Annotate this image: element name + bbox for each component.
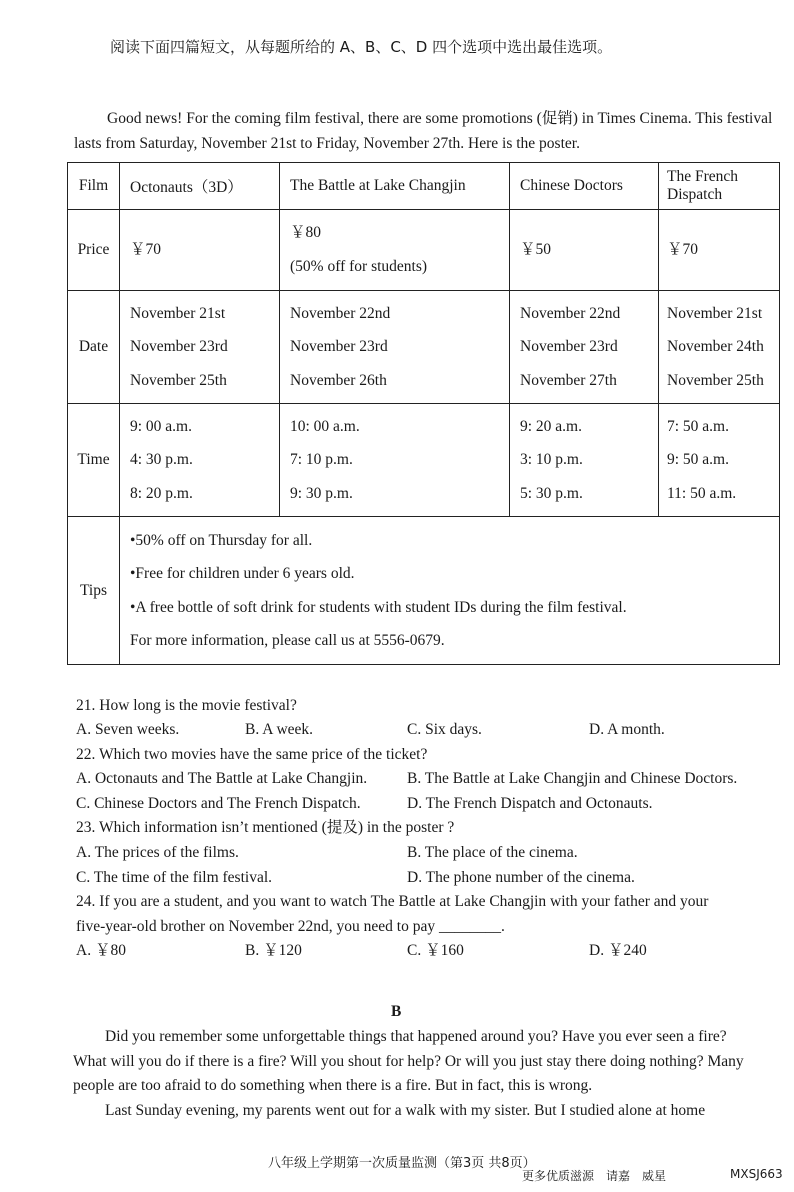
question-22-option-a: A. Octonauts and The Battle at Lake Changjin. xyxy=(76,770,368,787)
time-cell: 7: 50 a.m. 9: 50 a.m. 11: 50 a.m. xyxy=(659,404,780,517)
question-23-option-d: D. The phone number of the cinema. xyxy=(407,869,635,886)
film-festival-poster-table xyxy=(67,162,780,665)
time-label: Time xyxy=(68,404,120,517)
passage-a-intro: Good news! For the coming film festival, there are some promotions (促销) in Times Cinema. This festival lasts from Saturday, November 21st to Friday, November 27th. Here is the poster. xyxy=(74,110,773,152)
tip-item: •50% off on Thursday for all. xyxy=(130,531,313,549)
time-cell: 9: 20 a.m. 3: 10 p.m. 5: 30 p.m. xyxy=(510,404,659,517)
date-cell: November 21st November 24th November 25th xyxy=(659,291,780,404)
tips-cell xyxy=(120,517,780,665)
question-24-option-a: A. ￥80 xyxy=(76,942,126,959)
time-row xyxy=(68,404,780,517)
question-22-stem: 22. Which two movies have the same price of the ticket? xyxy=(76,746,428,763)
question-23-option-c: C. The time of the film festival. xyxy=(76,869,273,886)
film-battle-lake-changjin: The Battle at Lake Changjin xyxy=(280,163,510,210)
tip-item: •Free for children under 6 years old. xyxy=(130,565,355,582)
price-cell: ￥50 xyxy=(510,210,659,291)
price-cell: ￥70 xyxy=(659,210,780,291)
date-label: Date xyxy=(68,291,120,404)
question-24-option-b: B. ￥120 xyxy=(245,942,302,959)
film-octonauts: Octonauts（3D） xyxy=(120,163,280,210)
tips-label: Tips xyxy=(68,517,120,665)
question-22-option-b: B. The Battle at Lake Changjin and Chinese Doctors. xyxy=(407,770,738,787)
price-row xyxy=(68,210,780,291)
time-cell: 9: 00 a.m. 4: 30 p.m. 8: 20 p.m. xyxy=(120,404,280,517)
question-23-option-b: B. The place of the cinema. xyxy=(407,844,578,861)
question-22-option-d: D. The French Dispatch and Octonauts. xyxy=(407,795,653,812)
footer-watermark: 更多优质滋源 请嘉 威星 xyxy=(522,1169,667,1183)
date-cell: November 22nd November 23rd November 26th xyxy=(280,291,510,404)
question-21-option-b: B. A week. xyxy=(245,721,314,738)
date-cell: November 21st November 23rd November 25th xyxy=(120,291,280,404)
page-footer-info: 八年级上学期第一次质量监测（第3页 共8页） xyxy=(268,1156,536,1171)
price-cell: ￥70 xyxy=(120,210,280,291)
footer-code: MXSJ663 xyxy=(730,1167,783,1181)
question-22-option-c: C. Chinese Doctors and The French Dispatch. xyxy=(76,795,361,812)
reading-instruction: 阅读下面四篇短文，从每题所给的 A、B、C、D 四个选项中选出最佳选项。 xyxy=(110,38,613,56)
price-label: Price xyxy=(68,210,120,291)
section-b-heading: B xyxy=(391,1003,402,1020)
tips-row xyxy=(68,517,780,665)
question-21-option-a: A. Seven weeks. xyxy=(76,721,180,738)
film-label: Film xyxy=(68,163,120,210)
date-row xyxy=(68,291,780,404)
tip-item: •A free bottle of soft drink for students with student IDs during the film festival. xyxy=(130,598,627,616)
question-24-stem-line1: 24. If you are a student, and you want to watch The Battle at Lake Changjin with your father and your xyxy=(76,893,709,910)
question-21-option-c: C. Six days. xyxy=(407,721,482,738)
film-chinese-doctors: Chinese Doctors xyxy=(510,163,659,210)
time-cell: 10: 00 a.m. 7: 10 p.m. 9: 30 p.m. xyxy=(280,404,510,517)
section-b-paragraph-1: Did you remember some unforgettable things that happened around you? Have you ever seen a fire? What will you do if there is a fire? Will you shout for help? Or will you just stay there doing nothing? Many people are too afraid to do something when there is a fire. But in fact, this is wrong. xyxy=(73,1028,744,1094)
question-23-stem: 23. Which information isn’t mentioned (提及) in the poster ? xyxy=(76,819,455,836)
question-21-stem: 21. How long is the movie festival? xyxy=(76,697,297,714)
question-24-stem-line2: five-year-old brother on November 22nd, you need to pay ________. xyxy=(76,918,505,935)
film-row xyxy=(68,163,780,210)
question-21-option-d: D. A month. xyxy=(589,721,665,738)
question-24-option-d: D. ￥240 xyxy=(589,942,647,959)
date-cell: November 22nd November 23rd November 27th xyxy=(510,291,659,404)
question-24-option-c: C. ￥160 xyxy=(407,942,464,959)
contact-info: For more information, please call us at 5556-0679. xyxy=(130,632,445,649)
question-23-option-a: A. The prices of the films. xyxy=(76,844,239,861)
price-cell: ￥80 (50% off for students) xyxy=(280,210,510,291)
section-b-paragraph-2: Last Sunday evening, my parents went out for a walk with my sister. But I studied alone at home xyxy=(105,1102,706,1119)
film-french-dispatch: The French Dispatch xyxy=(659,163,780,210)
